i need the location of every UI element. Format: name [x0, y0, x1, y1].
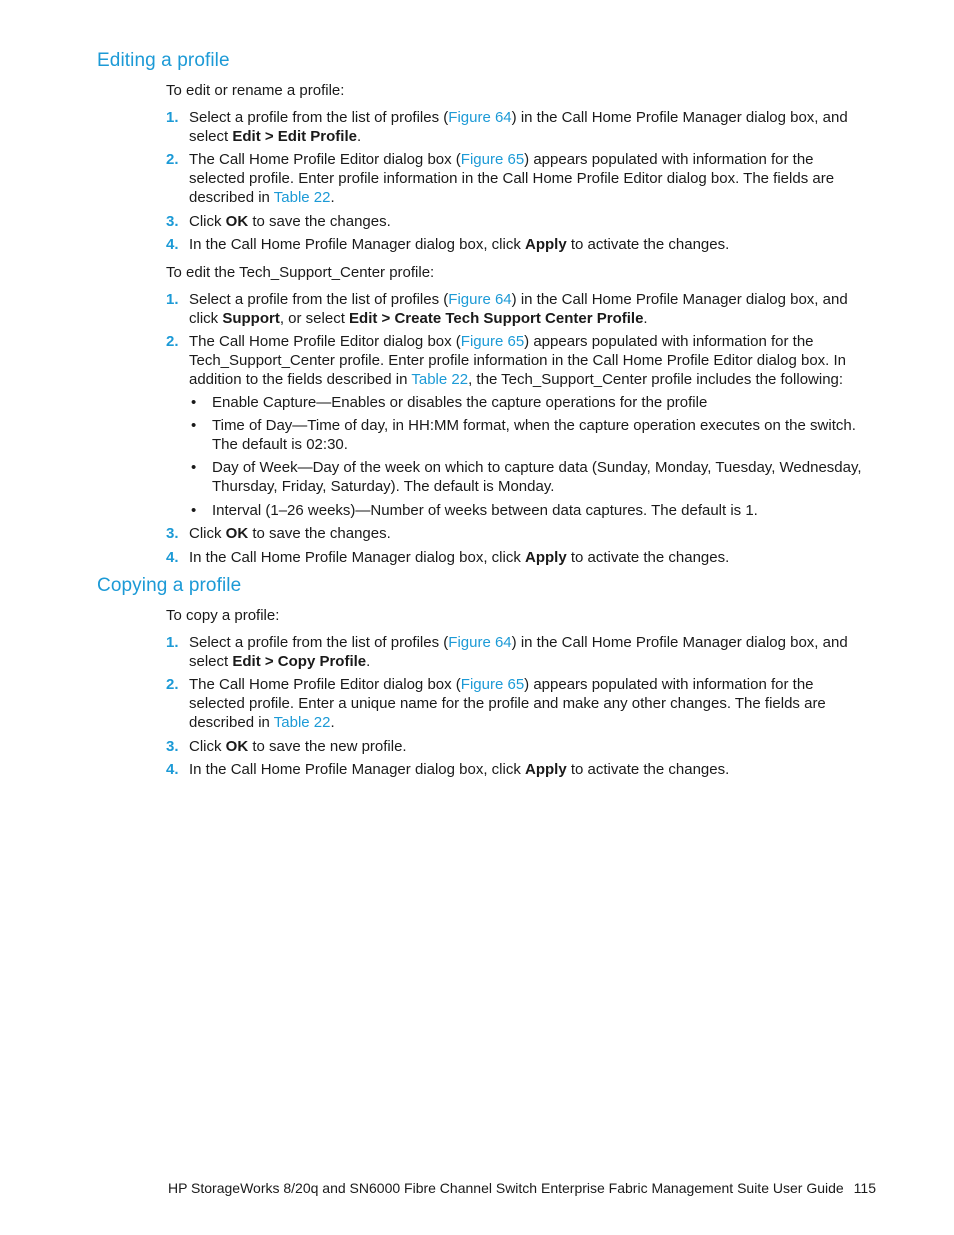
step-number: 4. [166, 548, 179, 566]
figure-65-link[interactable]: Figure 65 [460, 151, 525, 169]
step-number: 4. [166, 761, 179, 779]
step-number: 3. [166, 212, 179, 230]
page-footer [162, 1180, 876, 1196]
menu-path: Edit > Edit Profile [232, 127, 357, 145]
step-number: 3. [166, 737, 179, 755]
bullet-icon: • [191, 393, 197, 411]
list-item: 2. The Call Home Profile Editor dialog box (Figure 65) appears populated with information for the Tech_Support_Center profile. Enter profile information in the Call Home Profile Editor dialog box. In addition to the fields described in Table 22, the Tech_Support_Center profile includes the following: • Enable Capture—Enables or disables the capture operations for the profile • Time of Day—Time of day, in HH:MM format, when the capture operation executes on the switch. The default is 02:30. • Day of Week—Day of the week on which to capture data (Sunday, Monday, Tuesday, Wednesday, Thursday, Friday, Saturday). The default is Monday. • Interval (1–26 weeks)—Number of weeks between data captures. The default is 1. [166, 333, 871, 520]
list-item: • Interval (1–26 weeks)—Number of weeks between data captures. The default is 1. [191, 501, 758, 519]
section-heading-editing: Editing a profile [97, 50, 230, 71]
figure-64-link[interactable]: Figure 64 [448, 109, 512, 126]
table-22-link[interactable]: Table 22 [273, 188, 331, 206]
figure-65-link[interactable]: Figure 65 [460, 333, 525, 351]
intro-copy: To copy a profile: [166, 607, 280, 624]
button-name: Apply [525, 761, 567, 779]
profile-field-list [189, 394, 871, 521]
list-item: 3. Click OK to save the changes. [166, 212, 391, 230]
step-number: 2. [166, 333, 179, 351]
intro-edit: To edit or rename a profile: [166, 82, 345, 99]
table-22-link[interactable]: Table 22 [273, 713, 331, 731]
list-item: • Day of Week—Day of the week on which to capture data (Sunday, Monday, Tuesday, Wednesday, Thursday, Friday, Saturday). The default is Monday. [191, 459, 862, 496]
button-name: Apply [525, 548, 567, 566]
list-item: 4. In the Call Home Profile Manager dialog box, click Apply to activate the changes. [166, 761, 730, 779]
menu-path: Edit > Copy Profile [232, 652, 367, 670]
button-name: OK [225, 525, 249, 543]
button-name: Support [222, 309, 280, 327]
menu-path: Edit > Create Tech Support Center Profile [349, 309, 644, 327]
bullet-icon: • [191, 417, 197, 435]
step-number: 1. [166, 109, 179, 126]
step-number: 2. [166, 676, 179, 694]
list-item: 3. Click OK to save the changes. [166, 525, 391, 543]
list-item: • Enable Capture—Enables or disables the capture operations for the profile [191, 393, 708, 411]
bullet-icon: • [191, 459, 197, 477]
step-number: 1. [166, 634, 179, 651]
figure-64-link[interactable]: Figure 64 [448, 634, 512, 651]
page-number: 115 [853, 1180, 876, 1196]
intro-edit-tech-support: To edit the Tech_Support_Center profile: [166, 264, 435, 281]
step-number: 2. [166, 151, 179, 169]
figure-64-link[interactable]: Figure 64 [448, 291, 512, 308]
table-22-link[interactable]: Table 22 [411, 370, 469, 388]
list-item: 2. The Call Home Profile Editor dialog box (Figure 65) appears populated with information for the selected profile. Enter profile information in the Call Home Profile Editor dialog box. The fields are described in Table 22. [166, 151, 835, 206]
button-name: OK [225, 212, 249, 230]
list-item: • Time of Day—Time of day, in HH:MM format, when the capture operation executes on the switch. The default is 02:30. [191, 417, 856, 453]
steps-edit [166, 109, 871, 260]
steps-copy [166, 634, 871, 785]
bullet-icon: • [191, 501, 197, 519]
footer-title: HP StorageWorks 8/20q and SN6000 Fibre Channel Switch Enterprise Fabric Management Suite User Guide [167, 1180, 844, 1196]
section-heading-copying: Copying a profile [97, 575, 242, 596]
step-number: 3. [166, 525, 179, 543]
button-name: OK [225, 737, 249, 755]
list-item: 1. Select a profile from the list of profiles (Figure 64) in the Call Home Profile Manager dialog box, and click Support, or select Edit > Create Tech Support Center Profile. [166, 291, 848, 327]
button-name: Apply [525, 236, 567, 254]
list-item: 1. Select a profile from the list of profiles (Figure 64) in the Call Home Profile Manager dialog box, and select Edit > Edit Profile. [166, 109, 848, 145]
steps-edit-tech-support [166, 291, 871, 572]
list-item: 4. In the Call Home Profile Manager dialog box, click Apply to activate the changes. [166, 236, 730, 254]
list-item: 4. In the Call Home Profile Manager dialog box, click Apply to activate the changes. [166, 548, 730, 566]
step-number: 4. [166, 236, 179, 254]
figure-65-link[interactable]: Figure 65 [460, 676, 525, 694]
list-item: 3. Click OK to save the new profile. [166, 737, 407, 755]
list-item: 1. Select a profile from the list of profiles (Figure 64) in the Call Home Profile Manager dialog box, and select Edit > Copy Profile. [166, 634, 848, 670]
list-item: 2. The Call Home Profile Editor dialog box (Figure 65) appears populated with information for the selected profile. Enter a unique name for the profile and make any other changes. The fields are described in Table 22. [166, 676, 826, 731]
step-number: 1. [166, 291, 179, 308]
